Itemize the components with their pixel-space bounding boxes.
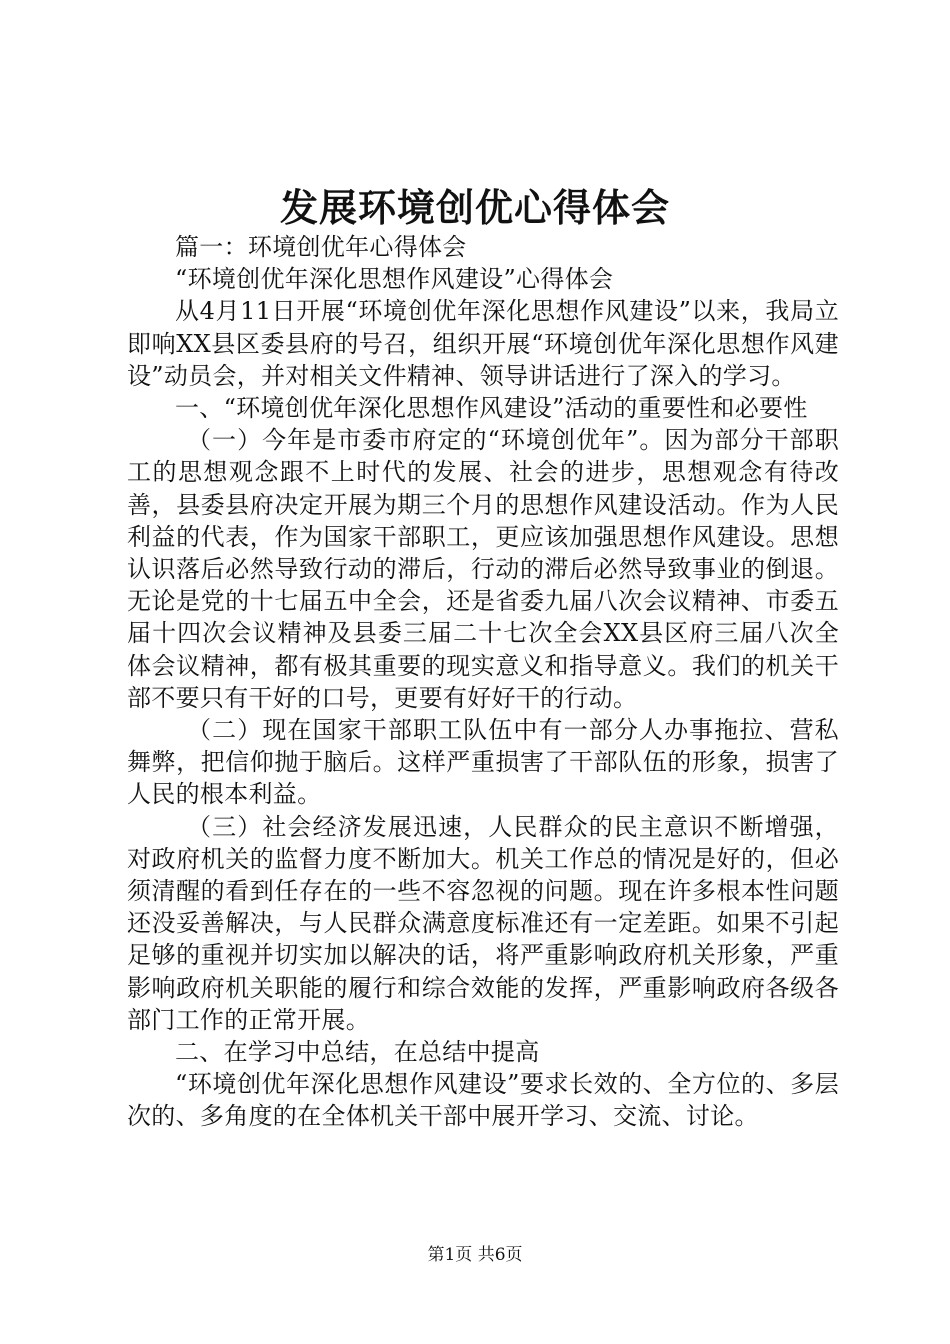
body-paragraph: “环境创优年深化思想作风建设”要求长效的、全方位的、多层次的、多角度的在全体机关干部中展开学习、交流、讨论。 <box>127 1070 839 1131</box>
document-title: 发展环境创优心得体会 <box>279 185 670 230</box>
body-paragraph: （二）现在国家干部职工队伍中有一部分人办事拖拉、营私舞弊，把信仰抛于脑后。这样严重损害了干部队伍的形象，损害了人民的根本利益。 <box>127 716 839 809</box>
body-paragraph: 从4月11日开展“环境创优年深化思想作风建设”以来，我局立即响XX县区委县府的号召，组织开展“环境创优年深化思想作风建设”动员会，并对相关文件精神、领导讲话进行了深入的学习。 <box>127 297 839 390</box>
body-paragraph: （三）社会经济发展迅速，人民群众的民主意识不断增强，对政府机关的监督力度不断加大。机关工作总的情况是好的，但必须清醒的看到任存在的一些不容忽视的问题。现在许多根本性问题还没妥善解决，与人民群众满意度标准还有一定差距。如果不引起足够的重视并切实加以解决的话，将严重影响政府机关形象，严重影响政府机关职能的履行和综合效能的发挥，严重影响政府各级各部门工作的正常开展。 <box>127 812 839 1034</box>
section-heading: 二、在学习中总结，在总结中提高 <box>175 1038 540 1067</box>
body-paragraph: （一）今年是市委市府定的“环境创优年”。因为部分干部职工的思想观念跟不上时代的发展、社会的进步，思想观念有待改善，县委县府决定开展为期三个月的思想作风建设活动。作为人民利益的代表，作为国家干部职工，更应该加强思想作风建设。思想认识落后必然导致行动的滞后，行动的滞后必然导致事业的倒退。无论是党的十七届五中全会，还是省委九届八次会议精神、市委五届十四次会议精神及县委三届二十七次全会XX县区府三届八次全体会议精神，都有极其重要的现实意义和指导意义。我们的机关干部不要只有干好的口号，更要有好好干的行动。 <box>127 426 839 712</box>
section-heading: 篇一：环境创优年心得体会 <box>175 233 467 261</box>
page-number-footer: 第1页 共6页 <box>427 1245 523 1265</box>
article-subtitle: “环境创优年深化思想作风建设”心得体会 <box>175 265 614 294</box>
section-heading: 一、“环境创优年深化思想作风建设”活动的重要性和必要性 <box>175 394 808 423</box>
document-body <box>127 231 839 1133</box>
